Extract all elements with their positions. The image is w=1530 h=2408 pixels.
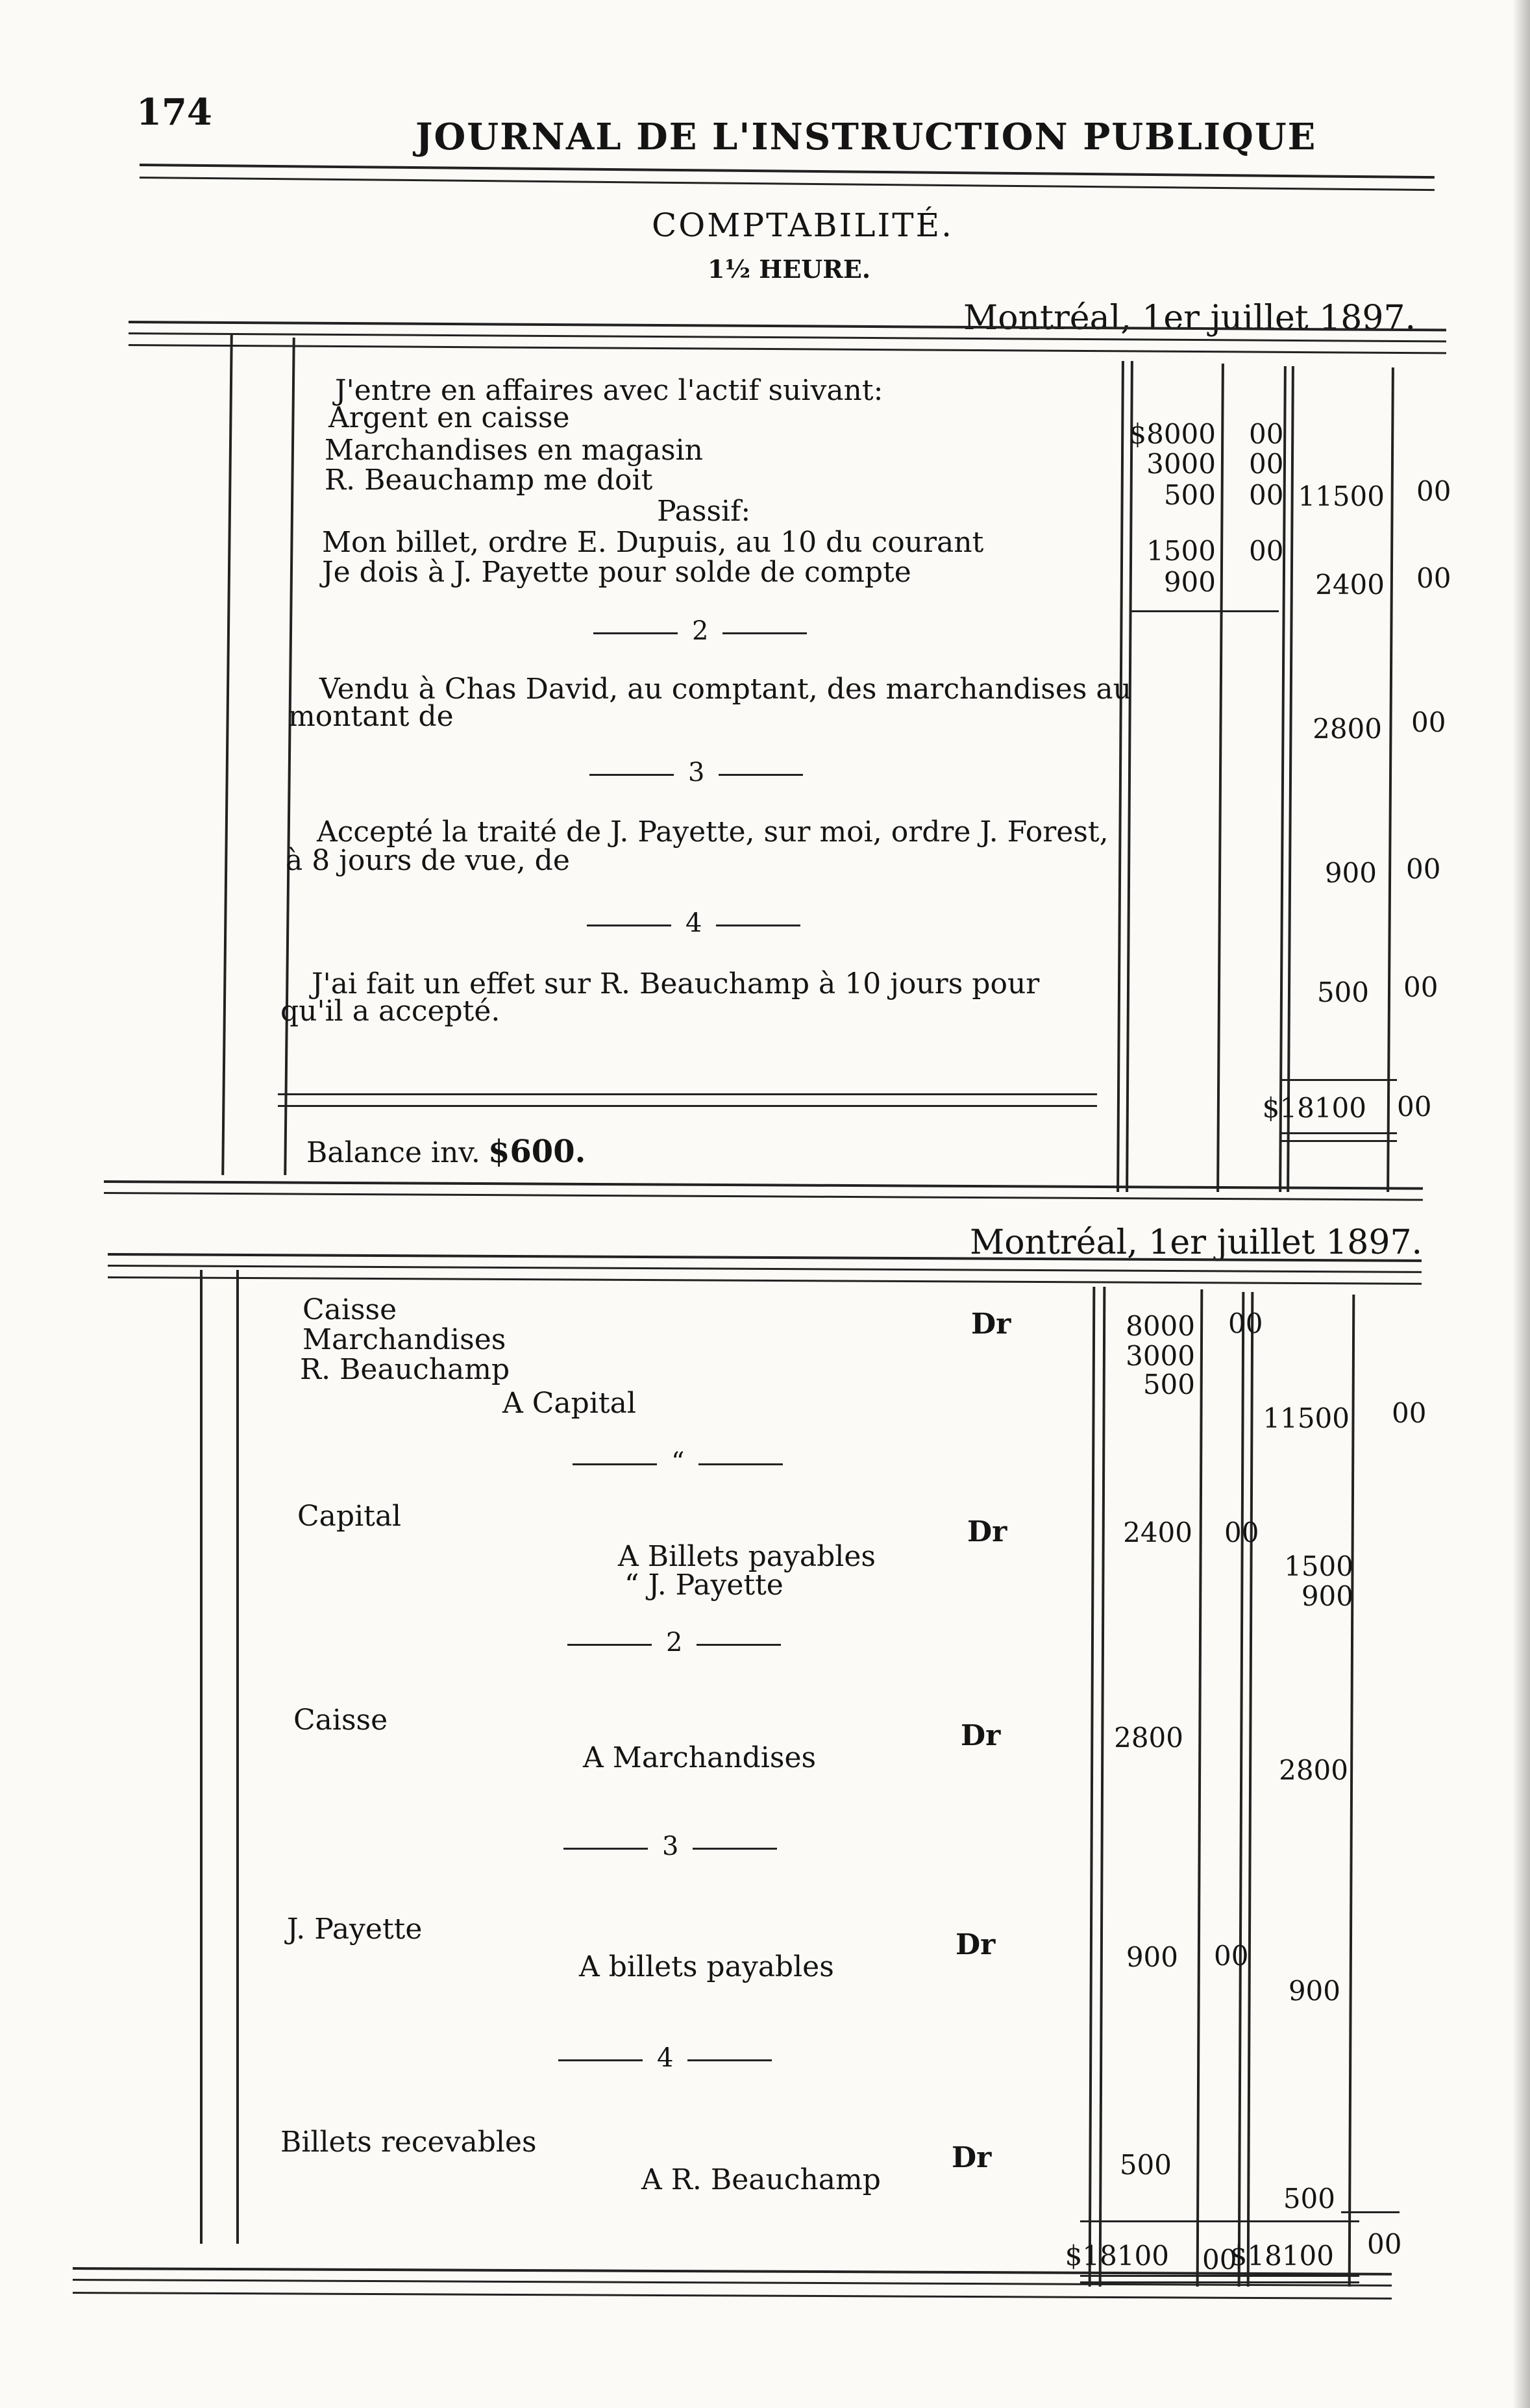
journal-rule bbox=[200, 1270, 203, 2244]
entry-line: à 8 jours de vue, de bbox=[286, 844, 570, 877]
journal-debit-total: $18100 bbox=[1065, 2240, 1169, 2272]
ditto-separator: “ bbox=[558, 1448, 797, 1476]
day-separator: 2 bbox=[553, 1628, 795, 1657]
journal-rule bbox=[1348, 1295, 1355, 2287]
asset-line: R. Beauchamp me doit bbox=[325, 464, 653, 497]
inventory-rule bbox=[1387, 367, 1394, 1192]
total-rule bbox=[1341, 2211, 1400, 2213]
inventory-intro: J'entre en affaires avec l'actif suivant: bbox=[335, 374, 883, 407]
journal-debit-account: Caisse bbox=[302, 1293, 397, 1326]
entry-line: montant de bbox=[288, 700, 454, 733]
day-separator: 3 bbox=[549, 1832, 791, 1861]
liability-line: Mon billet, ordre E. Dupuis, au 10 du courant bbox=[322, 526, 984, 559]
passif-heading: Passif: bbox=[657, 495, 751, 528]
entry-cents: 00 bbox=[1411, 706, 1446, 738]
journal-credit-amount: 11500 bbox=[1263, 1402, 1350, 1434]
inventory-rule bbox=[1117, 361, 1124, 1192]
inventory-rule bbox=[221, 335, 233, 1175]
asset-amount: 500 bbox=[1163, 479, 1216, 511]
asset-cents: 00 bbox=[1249, 479, 1284, 511]
total-rule bbox=[278, 1105, 1097, 1107]
journal-credit-total-cents: 00 bbox=[1367, 2228, 1402, 2260]
journal-debit-amount: 900 bbox=[1126, 1941, 1178, 1973]
journal-dateline: Montréal, 1er juillet 1897. bbox=[970, 1223, 1423, 1262]
journal-rule bbox=[1238, 1292, 1245, 2287]
inventory-rule bbox=[1126, 361, 1133, 1192]
day-separator: 3 bbox=[575, 758, 817, 787]
section-title: COMPTABILITÉ. bbox=[652, 206, 954, 244]
entry-amount: 2800 bbox=[1313, 713, 1382, 745]
running-head: JOURNAL DE L'INSTRUCTION PUBLIQUE bbox=[415, 116, 1317, 158]
journal-debit-amount: 500 bbox=[1119, 2149, 1172, 2181]
page-edge bbox=[1512, 0, 1530, 2408]
journal-rule bbox=[1196, 1289, 1203, 2287]
section-duration: 1½ HEURE. bbox=[708, 254, 871, 284]
journal-top-rule bbox=[108, 1265, 1422, 1273]
journal-debit-account: R. Beauchamp bbox=[300, 1353, 510, 1386]
entry-line: J'ai fait un effet sur R. Beauchamp à 10 jours pour bbox=[312, 967, 1040, 1000]
journal-debit-account: Capital bbox=[297, 1500, 402, 1533]
journal-credit-amount: 900 bbox=[1301, 1580, 1353, 1612]
day-separator: 2 bbox=[579, 617, 821, 645]
total-rule bbox=[278, 1093, 1097, 1095]
inventory-rule bbox=[1287, 366, 1294, 1192]
inventory-bottom-rule bbox=[104, 1180, 1423, 1190]
journal-rule bbox=[1247, 1292, 1254, 2287]
journal-bottom-rule bbox=[73, 2267, 1392, 2276]
inventory-bottom-rule bbox=[104, 1192, 1423, 1201]
header-rule bbox=[140, 164, 1435, 179]
debit-marker: Dr bbox=[967, 1515, 1007, 1548]
journal-debit-account: Marchandises bbox=[302, 1323, 506, 1356]
journal-debit-cents: 00 bbox=[1228, 1308, 1263, 1339]
liabilities-total-amount: 2400 bbox=[1315, 569, 1385, 601]
journal-credit-account: A Capital bbox=[502, 1387, 636, 1420]
subtotal-rule bbox=[1129, 610, 1279, 612]
liability-cents: 00 bbox=[1249, 535, 1284, 567]
journal-debit-amount: 2400 bbox=[1123, 1517, 1192, 1548]
assets-total-cents: 00 bbox=[1416, 475, 1451, 507]
entry-line: Vendu à Chas David, au comptant, des marchandises au bbox=[319, 673, 1131, 706]
journal-credit-cents: 00 bbox=[1392, 1397, 1427, 1429]
journal-bottom-rule bbox=[73, 2292, 1392, 2300]
journal-credit-amount: 900 bbox=[1288, 1975, 1340, 2007]
journal-debit-amount: 8000 bbox=[1126, 1310, 1195, 1342]
entry-cents: 00 bbox=[1403, 971, 1438, 1003]
journal-debit-cents: 00 bbox=[1214, 1940, 1249, 1972]
total-rule bbox=[1080, 2275, 1359, 2277]
journal-debit-amount: 500 bbox=[1142, 1369, 1195, 1400]
journal-debit-amount: 3000 bbox=[1126, 1340, 1195, 1372]
liability-line: Je dois à J. Payette pour solde de compte bbox=[322, 556, 911, 589]
day-separator: 4 bbox=[573, 909, 815, 937]
total-rule bbox=[1280, 1140, 1397, 1142]
page-number: 174 bbox=[136, 91, 212, 134]
asset-line: Marchandises en magasin bbox=[325, 434, 703, 467]
journal-credit-total: $18100 bbox=[1229, 2240, 1334, 2272]
total-rule bbox=[1280, 1079, 1397, 1081]
journal-debit-cents: 00 bbox=[1224, 1517, 1259, 1548]
total-rule bbox=[1280, 1132, 1397, 1134]
entry-cents: 00 bbox=[1406, 853, 1441, 885]
asset-amount: $8000 bbox=[1129, 418, 1216, 450]
journal-debit-account: Caisse bbox=[293, 1704, 388, 1737]
journal-top-rule bbox=[108, 1276, 1422, 1285]
liability-amount: 1500 bbox=[1146, 535, 1216, 567]
journal-credit-amount: 500 bbox=[1283, 2183, 1335, 2215]
balance-label: Balance inv. bbox=[306, 1136, 480, 1169]
asset-amount: 3000 bbox=[1146, 448, 1216, 480]
assets-total-amount: 11500 bbox=[1298, 480, 1385, 512]
inventory-top-rule bbox=[129, 344, 1446, 354]
asset-cents: 00 bbox=[1249, 448, 1284, 480]
asset-line: Argent en caisse bbox=[328, 401, 570, 434]
journal-credit-account: A R. Beauchamp bbox=[641, 2163, 881, 2196]
journal-debit-account: J. Payette bbox=[287, 1913, 423, 1946]
entry-line: qu'il a accepté. bbox=[280, 995, 500, 1028]
journal-rule bbox=[1099, 1287, 1106, 2287]
journal-credit-amount: 1500 bbox=[1284, 1550, 1353, 1582]
debit-marker: Dr bbox=[956, 1928, 996, 1961]
inventory-grand-total-cents: 00 bbox=[1397, 1091, 1432, 1123]
journal-debit-account: Billets recevables bbox=[280, 2126, 537, 2159]
debit-marker: Dr bbox=[971, 1308, 1011, 1341]
asset-cents: 00 bbox=[1249, 418, 1284, 450]
inventory-grand-total: $18100 bbox=[1262, 1092, 1366, 1124]
journal-credit-account: “ J. Payette bbox=[624, 1569, 784, 1602]
journal-rule bbox=[1089, 1287, 1096, 2287]
inventory-dateline: Montréal, 1er juillet 1897. bbox=[963, 299, 1416, 338]
liabilities-total-cents: 00 bbox=[1416, 562, 1451, 594]
entry-line: Accepté la traité de J. Payette, sur moi, ordre J. Forest, bbox=[317, 815, 1109, 849]
liability-amount: 900 bbox=[1163, 566, 1216, 598]
journal-debit-amount: 2800 bbox=[1114, 1722, 1183, 1754]
journal-credit-account: A billets payables bbox=[579, 1950, 834, 1983]
debit-marker: Dr bbox=[952, 2141, 992, 2174]
inventory-rule bbox=[284, 338, 295, 1175]
journal-credit-account: A Billets payables bbox=[618, 1540, 876, 1573]
day-separator: 4 bbox=[544, 2044, 786, 2072]
balance-value: $600. bbox=[488, 1134, 586, 1170]
entry-amount: 900 bbox=[1324, 857, 1377, 889]
journal-rule bbox=[236, 1270, 239, 2244]
header-rule bbox=[140, 177, 1435, 191]
debit-marker: Dr bbox=[961, 1719, 1001, 1752]
entry-amount: 500 bbox=[1316, 976, 1369, 1008]
journal-debit-total-cents: 00 bbox=[1202, 2244, 1237, 2276]
journal-credit-amount: 2800 bbox=[1279, 1754, 1348, 1786]
journal-credit-account: A Marchandises bbox=[583, 1741, 817, 1774]
total-rule bbox=[1080, 2220, 1359, 2222]
inventory-rule bbox=[1216, 364, 1224, 1192]
